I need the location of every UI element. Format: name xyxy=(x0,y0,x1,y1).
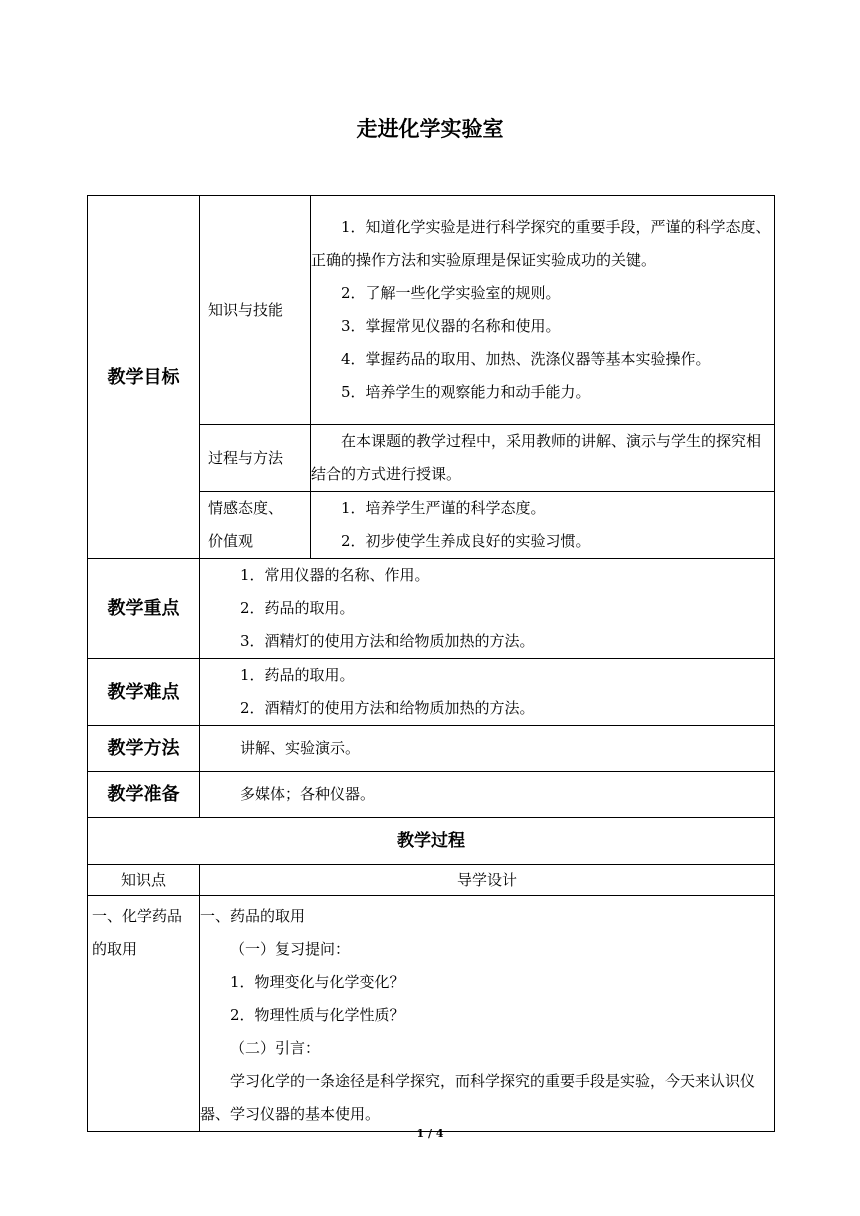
difficulties-content xyxy=(200,659,775,726)
design-line: 一、药品的取用 xyxy=(200,907,306,925)
preparation-row xyxy=(88,772,775,818)
key-points-row xyxy=(88,559,775,659)
column-header-design: 导学设计 xyxy=(200,865,775,896)
design-line: 1．物理变化与化学变化？ xyxy=(230,973,405,991)
emotion-item: 1．培养学生严谨的科学态度。 xyxy=(341,499,546,517)
column-header-knowledge: 知识点 xyxy=(88,865,200,896)
key-points-header: 教学重点 xyxy=(88,559,200,659)
preparation-header: 教学准备 xyxy=(88,772,200,818)
process-section-header: 教学过程 xyxy=(88,818,775,865)
key-point-item: 1．常用仪器的名称、作用。 xyxy=(240,566,430,584)
key-point-item: 3．酒精灯的使用方法和给物质加热的方法。 xyxy=(240,632,535,650)
knowledge-point-line: 一、化学药品 xyxy=(92,907,183,925)
knowledge-item: 1．知道化学实验是进行科学探究的重要手段，严谨的科学态度、正确的操作方法和实验原理是保证实验成功的关键。 xyxy=(311,218,771,269)
method-header: 教学方法 xyxy=(88,726,200,772)
process-column-header-row xyxy=(88,865,775,896)
knowledge-item: 4．掌握药品的取用、加热、洗涤仪器等基本实验操作。 xyxy=(341,350,711,368)
knowledge-item: 5．培养学生的观察能力和动手能力。 xyxy=(341,383,591,401)
knowledge-point-cell xyxy=(88,896,200,1132)
lesson-plan-table xyxy=(87,195,775,1132)
process-row xyxy=(88,896,775,1132)
method-row xyxy=(88,726,775,772)
design-line: 学习化学的一条途径是科学探究，而科学探究的重要手段是实验，今天来认识仪器、学习仪器的基本使用。 xyxy=(200,1072,756,1123)
knowledge-item: 3．掌握常见仪器的名称和使用。 xyxy=(341,317,561,335)
difficulty-item: 2．酒精灯的使用方法和给物质加热的方法。 xyxy=(240,699,535,717)
guided-design-cell xyxy=(200,896,775,1132)
method-text: 讲解、实验演示。 xyxy=(200,726,775,772)
emotion-item: 2．初步使学生养成良好的实验习惯。 xyxy=(341,532,591,550)
page-number: 1 / 4 xyxy=(416,1127,444,1140)
design-line: （一）复习提问： xyxy=(230,940,351,958)
objectives-knowledge-row xyxy=(88,196,775,425)
preparation-text: 多媒体；各种仪器。 xyxy=(200,772,775,818)
key-points-content xyxy=(200,559,775,659)
design-line: 2．物理性质与化学性质？ xyxy=(230,1006,405,1024)
key-point-item: 2．药品的取用。 xyxy=(240,599,355,617)
process-section-row xyxy=(88,818,775,865)
emotion-label-line: 价值观 xyxy=(208,532,254,550)
emotion-values-content xyxy=(311,492,775,559)
difficulties-row xyxy=(88,659,775,726)
emotion-label-line: 情感态度、 xyxy=(208,499,284,517)
knowledge-skills-content xyxy=(311,196,775,425)
process-method-text: 在本课题的教学过程中，采用教师的讲解、演示与学生的探究相结合的方式进行授课。 xyxy=(311,432,762,483)
design-line: （二）引言： xyxy=(230,1039,321,1057)
knowledge-item: 2．了解一些化学实验室的规则。 xyxy=(341,284,561,302)
knowledge-skills-label: 知识与技能 xyxy=(200,196,311,425)
process-method-content xyxy=(311,425,775,492)
process-method-label: 过程与方法 xyxy=(200,425,311,492)
page-title: 走进化学实验室 xyxy=(356,117,504,141)
objectives-header: 教学目标 xyxy=(88,196,200,559)
knowledge-point-line: 的取用 xyxy=(92,940,138,958)
difficulties-header: 教学难点 xyxy=(88,659,200,726)
emotion-values-label xyxy=(200,492,311,559)
difficulty-item: 1．药品的取用。 xyxy=(240,666,355,684)
